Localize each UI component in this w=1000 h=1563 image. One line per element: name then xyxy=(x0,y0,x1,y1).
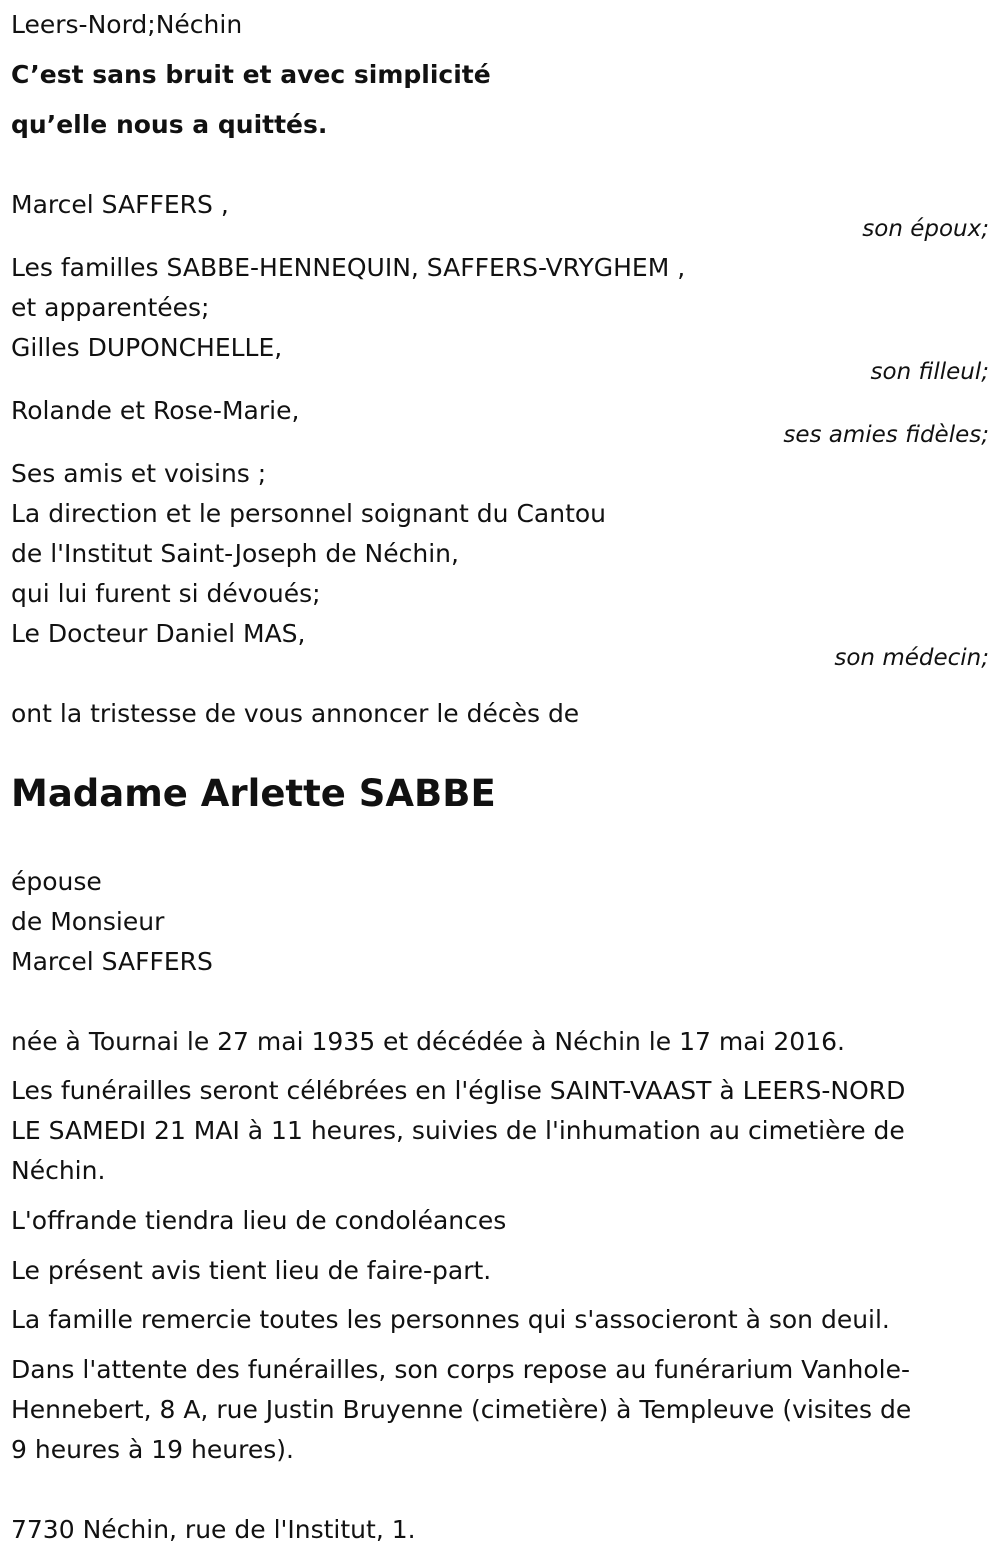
announcement-intro: ont la tristesse de vous annoncer le décès de xyxy=(11,699,580,728)
quote-line-2: qu’elle nous a quittés. xyxy=(11,110,328,139)
staff-line-2: de l'Institut Saint-Joseph de Néchin, xyxy=(11,539,459,568)
location: Leers-Nord;Néchin xyxy=(11,10,243,39)
spouse-line-3: Marcel SAFFERS xyxy=(11,947,213,976)
funeral-line-2: LE SAMEDI 21 MAI à 11 heures, suivies de l'inhumation au cimetière de xyxy=(11,1116,905,1145)
godson-name: Gilles DUPONCHELLE, xyxy=(11,333,283,362)
funeral-line-3: Néchin. xyxy=(11,1156,106,1185)
spouse-name: Marcel SAFFERS , xyxy=(11,190,229,219)
friends-names: Rolande et Rose-Marie, xyxy=(11,396,300,425)
spouse-line-1: épouse xyxy=(11,867,102,896)
address: 7730 Néchin, rue de l'Institut, 1. xyxy=(11,1515,416,1544)
funeral-line-1: Les funérailles seront célébrées en l'église SAINT-VAAST à LEERS-NORD xyxy=(11,1076,906,1105)
godson-relation: son filleul; xyxy=(870,359,989,385)
spouse-relation: son époux; xyxy=(862,216,989,242)
deceased-name: Madame Arlette SABBE xyxy=(11,772,496,815)
families-line-2: et apparentées; xyxy=(11,293,210,322)
neighbours: Ses amis et voisins ; xyxy=(11,459,267,488)
staff-line-3: qui lui furent si dévoués; xyxy=(11,579,321,608)
notice: Le présent avis tient lieu de faire-part. xyxy=(11,1256,492,1285)
repose-line-2: Hennebert, 8 A, rue Justin Bruyenne (cimetière) à Templeuve (visites de xyxy=(11,1395,912,1424)
repose-line-3: 9 heures à 19 heures). xyxy=(11,1435,294,1464)
thanks: La famille remercie toutes les personnes qui s'associeront à son deuil. xyxy=(11,1305,890,1334)
offering: L'offrande tiendra lieu de condoléances xyxy=(11,1206,507,1235)
families-line-1: Les familles SABBE-HENNEQUIN, SAFFERS-VRYGHEM , xyxy=(11,253,686,282)
staff-line-1: La direction et le personnel soignant du Cantou xyxy=(11,499,607,528)
friends-relation: ses amies fidèles; xyxy=(783,422,989,448)
doctor-name: Le Docteur Daniel MAS, xyxy=(11,619,306,648)
spouse-line-2: de Monsieur xyxy=(11,907,165,936)
quote-line-1: C’est sans bruit et avec simplicité xyxy=(11,60,491,89)
birth-death: née à Tournai le 27 mai 1935 et décédée à Néchin le 17 mai 2016. xyxy=(11,1027,845,1056)
doctor-relation: son médecin; xyxy=(834,645,989,671)
repose-line-1: Dans l'attente des funérailles, son corps repose au funérarium Vanhole- xyxy=(11,1355,910,1384)
